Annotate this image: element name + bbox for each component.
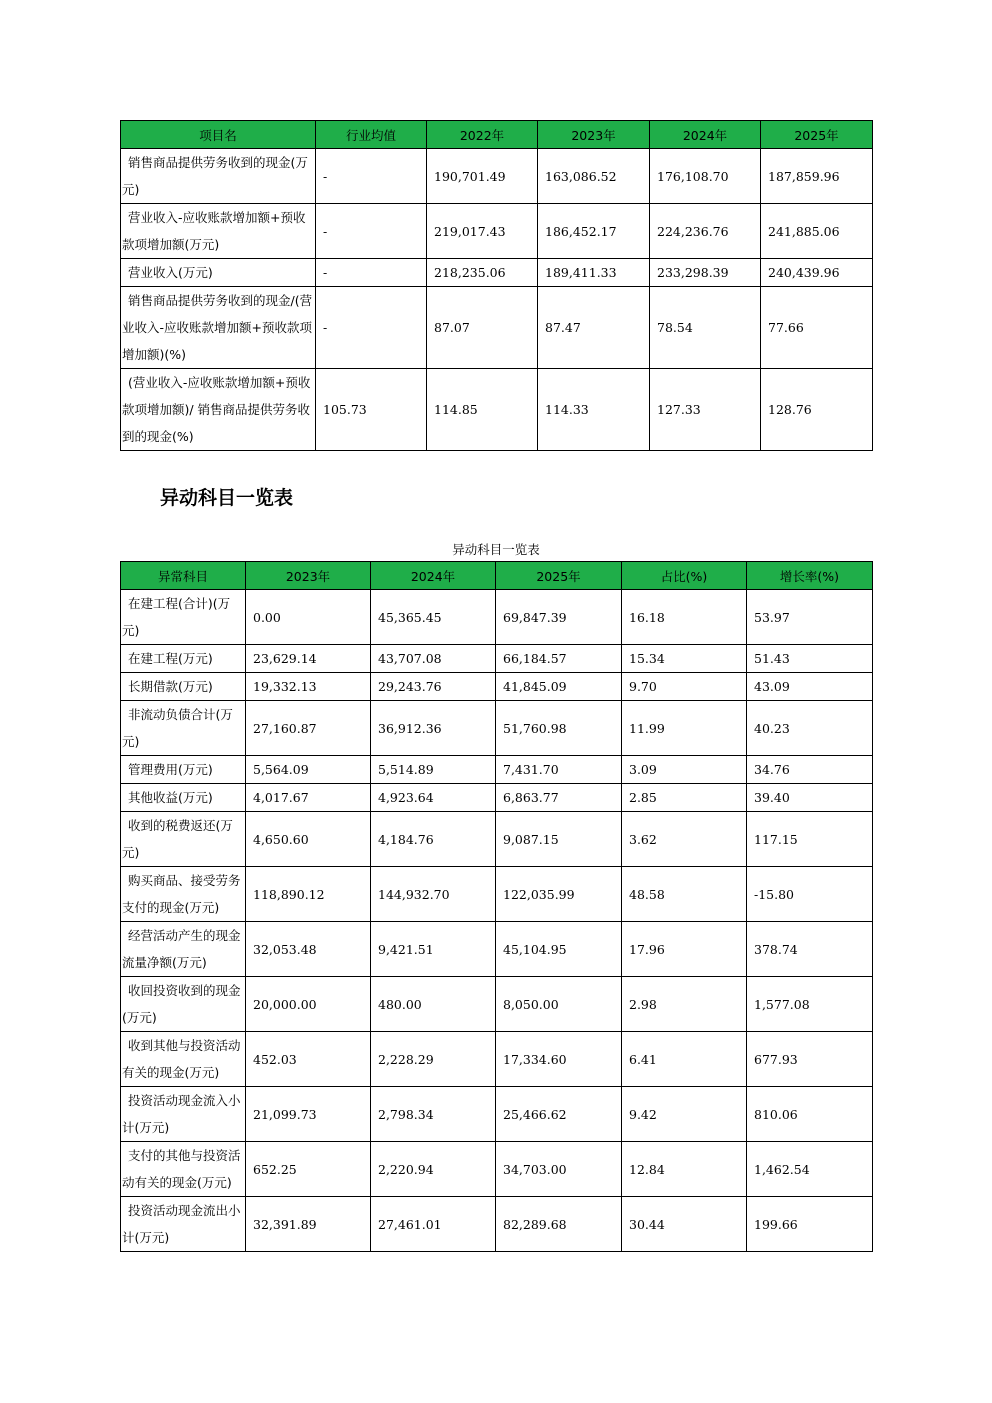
table-cell: 39.40: [747, 784, 873, 812]
table-cell: -: [316, 204, 427, 259]
table-cell: 2.85: [622, 784, 747, 812]
table-cell: 677.93: [747, 1032, 873, 1087]
row-label: (营业收入-应收账款增加额+预收款项增加额)/ 销售商品提供劳务收到的现金(%): [121, 369, 316, 451]
table-cell: 45,365.45: [371, 590, 496, 645]
table-cell: 189,411.33: [538, 259, 650, 287]
table-cell: 77.66: [761, 287, 873, 369]
table-row: [121, 1087, 873, 1142]
row-label: 长期借款(万元): [121, 673, 246, 701]
row-label: 营业收入-应收账款增加额+预收款项增加额(万元): [121, 204, 316, 259]
table-cell: -: [316, 287, 427, 369]
table-cell: 114.33: [538, 369, 650, 451]
row-label: 在建工程(万元): [121, 645, 246, 673]
table-cell: 5,514.89: [371, 756, 496, 784]
table-cell: 29,243.76: [371, 673, 496, 701]
table-cell: 105.73: [316, 369, 427, 451]
column-header: 2025年: [496, 562, 622, 590]
table-cell: 187,859.96: [761, 149, 873, 204]
table-cell: 40.23: [747, 701, 873, 756]
column-header: 异常科目: [121, 562, 246, 590]
table-cell: 15.34: [622, 645, 747, 673]
table-cell: 87.07: [427, 287, 538, 369]
row-label: 管理费用(万元): [121, 756, 246, 784]
table-cell: 452.03: [246, 1032, 371, 1087]
table-cell: 66,184.57: [496, 645, 622, 673]
table-row: [121, 369, 873, 451]
column-header: 占比(%): [622, 562, 747, 590]
table-cell: 27,461.01: [371, 1197, 496, 1252]
table-cell: 144,932.70: [371, 867, 496, 922]
table-cell: 19,332.13: [246, 673, 371, 701]
table-cell: 11.99: [622, 701, 747, 756]
table-cell: 27,160.87: [246, 701, 371, 756]
table-cell: 87.47: [538, 287, 650, 369]
table-cell: 69,847.39: [496, 590, 622, 645]
row-label: 在建工程(合计)(万元): [121, 590, 246, 645]
table-cell: 6.41: [622, 1032, 747, 1087]
table-cell: 114.85: [427, 369, 538, 451]
table-caption: 异动科目一览表: [452, 542, 540, 557]
abnormal-items-table: [120, 561, 873, 1252]
table-cell: 32,053.48: [246, 922, 371, 977]
table-cell: 9.70: [622, 673, 747, 701]
table-cell: 218,235.06: [427, 259, 538, 287]
row-label: 营业收入(万元): [121, 259, 316, 287]
table-cell: 7,431.70: [496, 756, 622, 784]
table-row: [121, 977, 873, 1032]
table-cell: 118,890.12: [246, 867, 371, 922]
table-cell: 12.84: [622, 1142, 747, 1197]
table-cell: 41,845.09: [496, 673, 622, 701]
table-header-row: [121, 121, 873, 149]
table-cell: 240,439.96: [761, 259, 873, 287]
table-row: [121, 756, 873, 784]
table-cell: 4,923.64: [371, 784, 496, 812]
table-cell: -: [316, 149, 427, 204]
table-cell: 241,885.06: [761, 204, 873, 259]
table-cell: 3.62: [622, 812, 747, 867]
table-cell: 34,703.00: [496, 1142, 622, 1197]
table-cell: 45,104.95: [496, 922, 622, 977]
table-cell: 3.09: [622, 756, 747, 784]
table-cell: 36,912.36: [371, 701, 496, 756]
row-label: 收到其他与投资活动有关的现金(万元): [121, 1032, 246, 1087]
table-cell: 43.09: [747, 673, 873, 701]
table-cell: 23,629.14: [246, 645, 371, 673]
table-cell: 17,334.60: [496, 1032, 622, 1087]
column-header: 2024年: [371, 562, 496, 590]
table-cell: 9.42: [622, 1087, 747, 1142]
table-cell: 163,086.52: [538, 149, 650, 204]
table-row: [121, 645, 873, 673]
table-cell: 51,760.98: [496, 701, 622, 756]
table-cell: 810.06: [747, 1087, 873, 1142]
row-label: 支付的其他与投资活动有关的现金(万元): [121, 1142, 246, 1197]
row-label: 收回投资收到的现金(万元): [121, 977, 246, 1032]
table-row: [121, 701, 873, 756]
row-label: 销售商品提供劳务收到的现金/(营业收入-应收账款增加额+预收款项增加额)(%): [121, 287, 316, 369]
table-cell: 17.96: [622, 922, 747, 977]
table-cell: 20,000.00: [246, 977, 371, 1032]
table-cell: 128.76: [761, 369, 873, 451]
table-row: [121, 1142, 873, 1197]
table-cell: 122,035.99: [496, 867, 622, 922]
table-cell: 9,421.51: [371, 922, 496, 977]
column-header: 2022年: [427, 121, 538, 149]
table-cell: 2.98: [622, 977, 747, 1032]
table-row: [121, 1032, 873, 1087]
table-cell: 16.18: [622, 590, 747, 645]
table-cell: 25,466.62: [496, 1087, 622, 1142]
table-cell: 233,298.39: [650, 259, 761, 287]
table-row: [121, 784, 873, 812]
table-cell: 8,050.00: [496, 977, 622, 1032]
table-cell: 21,099.73: [246, 1087, 371, 1142]
table-row: [121, 149, 873, 204]
table-cell: 48.58: [622, 867, 747, 922]
row-label: 投资活动现金流入小计(万元): [121, 1087, 246, 1142]
table-cell: 34.76: [747, 756, 873, 784]
column-header: 项目名: [121, 121, 316, 149]
table-row: [121, 287, 873, 369]
row-label: 其他收益(万元): [121, 784, 246, 812]
column-header: 2025年: [761, 121, 873, 149]
table-cell: 4,184.76: [371, 812, 496, 867]
table-cell: 78.54: [650, 287, 761, 369]
column-header: 增长率(%): [747, 562, 873, 590]
row-label: 非流动负债合计(万元): [121, 701, 246, 756]
table-cell: 2,228.29: [371, 1032, 496, 1087]
table-row: [121, 204, 873, 259]
section-title: 异动科目一览表: [160, 487, 294, 509]
table-cell: 9,087.15: [496, 812, 622, 867]
table-cell: 53.97: [747, 590, 873, 645]
table-row: [121, 673, 873, 701]
table-cell: 199.66: [747, 1197, 873, 1252]
table-cell: 176,108.70: [650, 149, 761, 204]
table-cell: -15.80: [747, 867, 873, 922]
column-header: 2024年: [650, 121, 761, 149]
table-cell: 82,289.68: [496, 1197, 622, 1252]
table-row: [121, 812, 873, 867]
column-header: 2023年: [538, 121, 650, 149]
table-row: [121, 867, 873, 922]
table-cell: 190,701.49: [427, 149, 538, 204]
row-label: 销售商品提供劳务收到的现金(万元): [121, 149, 316, 204]
table-cell: 1,462.54: [747, 1142, 873, 1197]
table-row: [121, 1197, 873, 1252]
table-cell: 378.74: [747, 922, 873, 977]
table-cell: 480.00: [371, 977, 496, 1032]
table-row: [121, 590, 873, 645]
cash-ratio-table: [120, 120, 873, 451]
row-label: 投资活动现金流出小计(万元): [121, 1197, 246, 1252]
table-cell: 652.25: [246, 1142, 371, 1197]
table-cell: 4,650.60: [246, 812, 371, 867]
table-cell: 186,452.17: [538, 204, 650, 259]
table-cell: 224,236.76: [650, 204, 761, 259]
table-cell: 2,798.34: [371, 1087, 496, 1142]
table-cell: 51.43: [747, 645, 873, 673]
table-cell: -: [316, 259, 427, 287]
table-cell: 0.00: [246, 590, 371, 645]
table-cell: 5,564.09: [246, 756, 371, 784]
table-cell: 4,017.67: [246, 784, 371, 812]
table-cell: 219,017.43: [427, 204, 538, 259]
table-header-row: [121, 562, 873, 590]
row-label: 收到的税费返还(万元): [121, 812, 246, 867]
row-label: 经营活动产生的现金流量净额(万元): [121, 922, 246, 977]
table-cell: 32,391.89: [246, 1197, 371, 1252]
table-cell: 2,220.94: [371, 1142, 496, 1197]
table-cell: 6,863.77: [496, 784, 622, 812]
table-cell: 43,707.08: [371, 645, 496, 673]
table-cell: 30.44: [622, 1197, 747, 1252]
table-cell: 117.15: [747, 812, 873, 867]
column-header: 行业均值: [316, 121, 427, 149]
column-header: 2023年: [246, 562, 371, 590]
table-row: [121, 259, 873, 287]
table-row: [121, 922, 873, 977]
table-cell: 127.33: [650, 369, 761, 451]
table-cell: 1,577.08: [747, 977, 873, 1032]
row-label: 购买商品、接受劳务支付的现金(万元): [121, 867, 246, 922]
